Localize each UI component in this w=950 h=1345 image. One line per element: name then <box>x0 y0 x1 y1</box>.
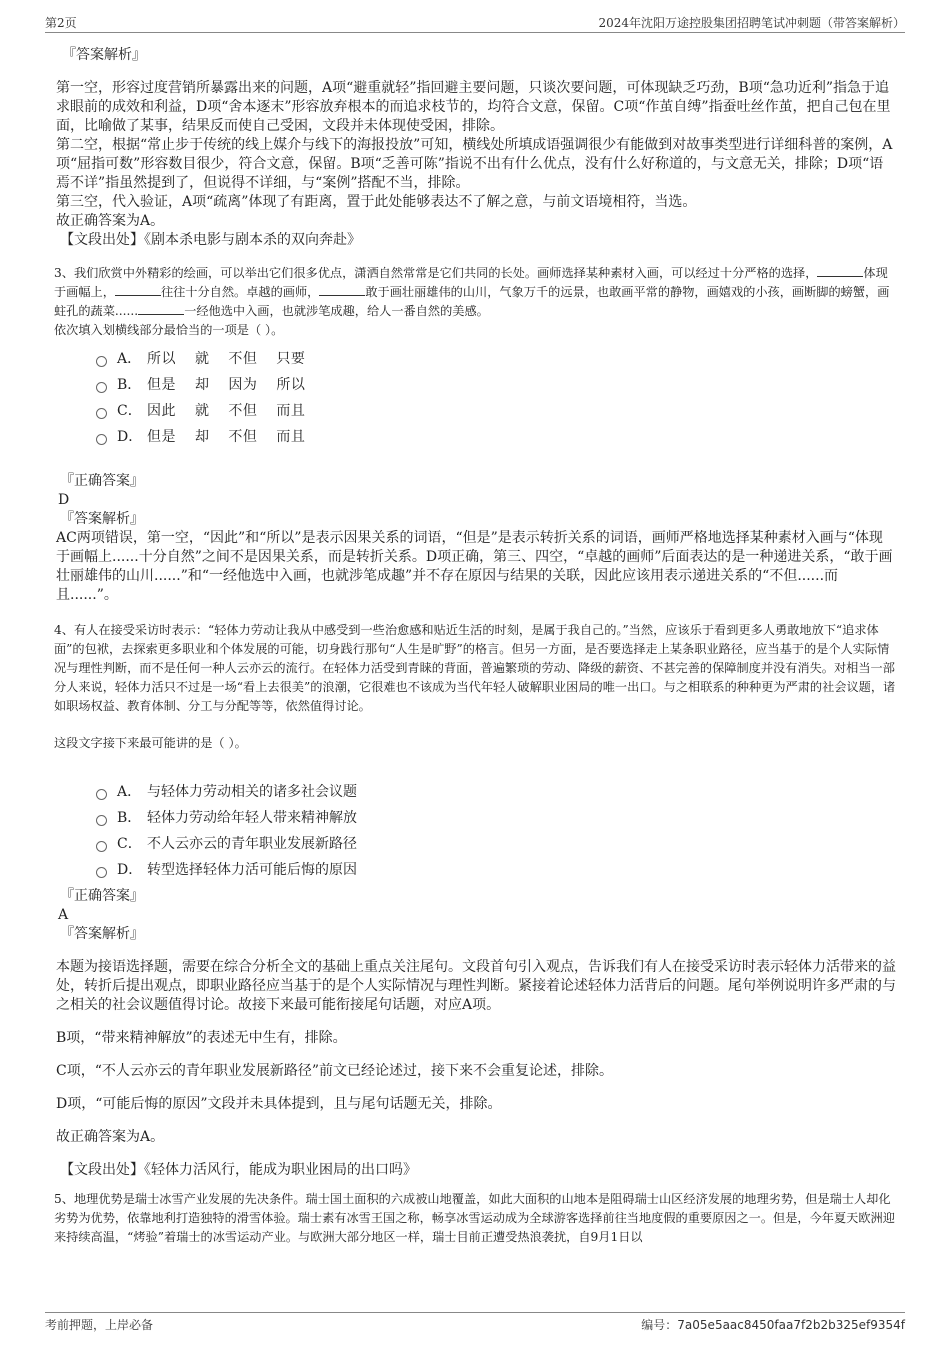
q4-options <box>96 779 896 883</box>
q2-analysis-label: 『答案解析』 <box>62 47 146 63</box>
question-3 <box>54 264 896 340</box>
q4-analysis-para: 故正确答案为A。 <box>56 1129 165 1145</box>
radio-icon[interactable] <box>96 434 107 445</box>
q4-answer: A <box>58 907 69 923</box>
q4-stem: 4、有人在接受采访时表示：“轻体力劳动让我从中感受到一些治愈感和贴近生活的时刻，是属于我自己的。”当然，应该乐于看到更多人勇敢地放下“追求体面”的包袱，去探索更多职业和个体发展的可能，切身践行那句“人生是旷野”的格言。但另一方面，是否要选择走上某条职业路径，应当基于的是个人实际情况与理性判断，而不是任何一种人云亦云的流行。在轻体力活受到青睐的背面，普遍繁琐的劳动、降级的薪资、不甚完善的保障制度并没有消失。对相当一部分人来说，轻体力活只不过是一场“看上去很美”的浪潮，它很难也不该成为当代年轻人破解职业困局的唯一出口。与之相联系的种种更为严肃的社会议题，诸如职场权益、教育体制、分工与分配等等，依然值得讨论。 <box>54 623 896 713</box>
q4-answer-label: 『正确答案』 <box>60 888 144 904</box>
q4-option-b[interactable]: B． 轻体力劳动给年轻人带来精神解放 <box>96 805 896 831</box>
blank-line <box>817 265 863 277</box>
q4-analysis-para: C项，“不人云亦云的青年职业发展新路径”前文已经论述过，接下来不会重复论述，排除。 <box>56 1063 614 1079</box>
q3-option-a[interactable]: A． 所以 就 不但 只要 <box>96 346 896 372</box>
radio-icon[interactable] <box>96 408 107 419</box>
q3-options <box>96 346 896 450</box>
q3-answer-block <box>56 472 896 605</box>
q5-stem: 5、地理优势是瑞士冰雪产业发展的先决条件。瑞士国土面积的六成被山地覆盖，如此大面积的山地本是阻碍瑞士山区经济发展的地理劣势，但是瑞士人却化劣势为优势，依靠地利打造独特的滑雪体验。瑞士素有冰雪王国之称，畅享冰雪运动成为全球游客选择前往当地度假的重要原因之一。但是，今年夏天欧洲迎来持续高温，“烤验”着瑞士的冰雪运动产业。与欧洲大部分地区一样，瑞士目前正遭受热浪袭扰，自9月1日以 <box>54 1192 895 1244</box>
page-header <box>45 10 905 33</box>
q4-option-a[interactable]: A． 与轻体力劳动相关的诸多社会议题 <box>96 779 896 805</box>
q2-analysis-para: 第二空，根据“常止步于传统的线上媒介与线下的海报投放”可知，横线处所填成语强调很少有能做到对故事类型进行详细科普的案例，A项“屈指可数”形容数目很少，符合文意，保留。B项“乏善可陈”指说不出有什么优点，没有什么好称道的，与文意无关，排除；D项“语焉不详”指虽然提到了，但说得不详细，与“案例”搭配不当，排除。 <box>56 137 893 191</box>
q3-analysis-label: 『答案解析』 <box>60 511 144 527</box>
q4-option-c[interactable]: C． 不人云亦云的青年职业发展新路径 <box>96 831 896 857</box>
blank-line <box>138 303 184 315</box>
page-number: 第2页 <box>45 16 77 30</box>
q2-analysis-para: 第一空，形容过度营销所暴露出来的问题，A项“避重就轻”指回避主要问题，只谈次要问题，可体现缺乏巧劲，B项“急功近利”指急于追求眼前的成效和利益，D项“舍本逐末”形容放弃根本的而追求枝节的，均符合文意，保留。C项“作茧自缚”指蚕吐丝作茧，把自己包在里面，比喻做了某事，结果反而使自己受困，文段并未体现使受困，排除。 <box>56 80 891 134</box>
document-code: 编号：7a05e5aac8450faa7f2b2b325ef9354f <box>641 1318 905 1332</box>
radio-icon[interactable] <box>96 815 107 826</box>
q4-analysis-para: D项，“可能后悔的原因”文段并未具体提到，且与尾句话题无关，排除。 <box>56 1096 502 1112</box>
q3-answer-label: 『正确答案』 <box>60 473 144 489</box>
radio-icon[interactable] <box>96 356 107 367</box>
q2-analysis-para: 第三空，代入验证，A项“疏离”体现了有距离，置于此处能够表达不了解之意，与前文语境相符，当选。 <box>56 194 697 210</box>
radio-icon[interactable] <box>96 867 107 878</box>
q4-analysis-label: 『答案解析』 <box>60 926 144 942</box>
q4-option-d[interactable]: D． 转型选择轻体力活可能后悔的原因 <box>96 857 896 883</box>
q3-prompt: 依次填入划横线部分最恰当的一项是（ ）。 <box>54 323 284 337</box>
q3-analysis: AC两项错误，第一空，“因此”和“所以”是表示因果关系的词语，“但是”是表示转折关系的词语，画师严格地选择某种素材入画与“体现于画幅上......十分自然”之间不是因果关系，而是转折关系。D项正确，第三、四空，“卓越的画师”后面表达的是一种递进关系，“敢于画壮丽雄伟的山川......”和“一经他选中入画，也就涉笔成趣”并不存在原因与结果的关联，因此应该用表示递进关系的“不但......而且......”。 <box>56 530 893 603</box>
q4-answer-block <box>56 887 896 1180</box>
q3-stem: 3、我们欣赏中外精彩的绘画，可以举出它们很多优点，潇洒自然常常是它们共同的长处。画师选择某种素材入画，可以经过十分严格的选择， 体现于画幅上， 往往十分自然。卓越的画师， 敢于画壮丽雄伟的山川，气象万千的远景，也敢画平常的静物，画嬉戏的小孩，画断脚的螃蟹，画蛀孔的蔬菜...... 一经他选中入画，也就涉笔成趣，给人一番自然的美感。 <box>54 266 890 318</box>
question-4 <box>54 621 896 753</box>
footer-slogan: 考前押题，上岸必备 <box>45 1318 154 1332</box>
q3-option-c[interactable]: C． 因此 就 不但 而且 <box>96 398 896 424</box>
q3-option-b[interactable]: B． 但是 却 因为 所以 <box>96 372 896 398</box>
radio-icon[interactable] <box>96 841 107 852</box>
q2-analysis-para: 故正确答案为A。 <box>56 213 165 229</box>
page-footer <box>45 1312 905 1335</box>
radio-icon[interactable] <box>96 789 107 800</box>
q4-source: 【文段出处】《轻体力活风行，能成为职业困局的出口吗》 <box>60 1162 417 1178</box>
blank-line <box>115 284 161 296</box>
q4-analysis-para: 本题为接语选择题，需要在综合分析全文的基础上重点关注尾句。文段首句引入观点，告诉我们有人在接受采访时表示轻体力活带来的益处，转折后提出观点，即职业路径应当基于的是个人实际情况与理性判断。紧接着论述轻体力活背后的问题。尾句举例说明许多严肃的与之相关的社会议题值得讨论。故接下来最可能衔接尾句话题，对应A项。 <box>56 959 896 1013</box>
q3-option-d[interactable]: D． 但是 却 不但 而且 <box>96 424 896 450</box>
q2-source: 【文段出处】《剧本杀电影与剧本杀的双向奔赴》 <box>60 232 361 248</box>
document-title: 2024年沈阳万途控股集团招聘笔试冲刺题（带答案解析） <box>598 16 905 30</box>
radio-icon[interactable] <box>96 382 107 393</box>
question-5 <box>54 1190 896 1247</box>
q2-analysis <box>56 46 896 250</box>
blank-line <box>319 284 365 296</box>
page-content <box>56 40 896 1247</box>
q4-analysis-para: B项，“带来精神解放”的表述无中生有，排除。 <box>56 1030 347 1046</box>
q3-answer: D <box>58 492 70 508</box>
q4-prompt: 这段文字接下来最可能讲的是（ ）。 <box>54 736 247 750</box>
